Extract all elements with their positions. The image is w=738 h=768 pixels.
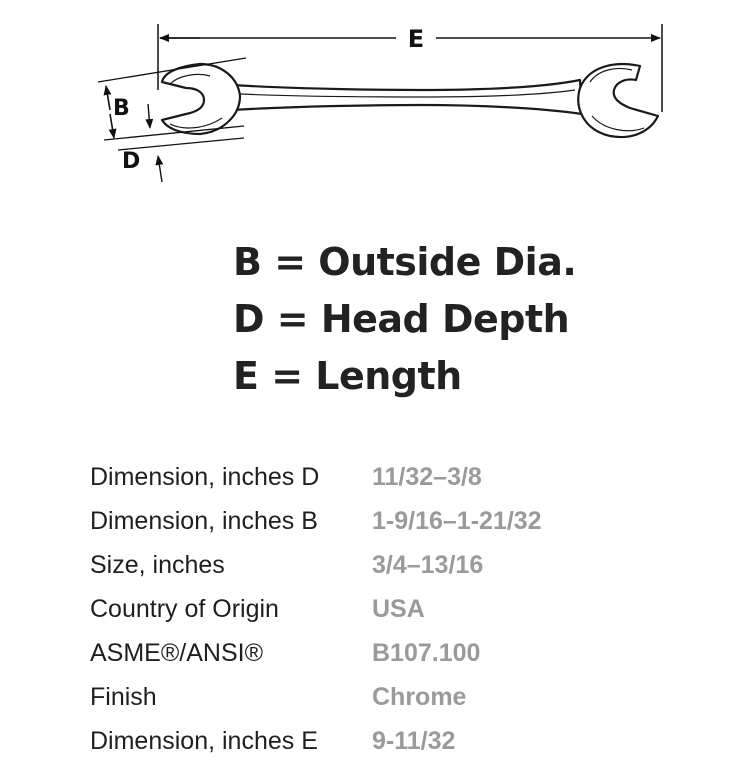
- legend-line-e: E = Length: [233, 354, 462, 398]
- spec-label: Finish: [90, 682, 157, 711]
- legend-line-b: B = Outside Dia.: [233, 240, 577, 284]
- spec-value: B107.100: [372, 638, 481, 667]
- spec-row: [90, 631, 710, 675]
- spec-value: USA: [372, 594, 425, 623]
- spec-row: [90, 675, 710, 719]
- spec-row: [90, 499, 710, 543]
- spec-row: [90, 455, 710, 499]
- spec-label: ASME®/ANSI®: [90, 638, 263, 667]
- dimension-e-label: E: [407, 25, 425, 53]
- dimension-legend: [233, 234, 713, 405]
- legend-line-d: D = Head Depth: [233, 297, 570, 341]
- dimension-d-label: D: [122, 149, 141, 174]
- spec-value: 1-9/16–1-21/32: [372, 506, 542, 535]
- dimension-b-label: B: [113, 96, 130, 121]
- spec-row: [90, 543, 710, 587]
- spec-value: 3/4–13/16: [372, 550, 484, 579]
- wrench-dimension-diagram: [0, 0, 738, 200]
- dimension-d-marker: [118, 138, 244, 182]
- spec-label: Country of Origin: [90, 594, 279, 623]
- spec-value: Chrome: [372, 682, 467, 711]
- spec-row: [90, 587, 710, 631]
- spec-value: 11/32–3/8: [372, 462, 482, 491]
- spec-table: [90, 455, 710, 763]
- wrench-icon: [162, 64, 658, 137]
- spec-label: Size, inches: [90, 550, 225, 579]
- spec-label: Dimension, inches D: [90, 462, 320, 491]
- wrench-diagram-svg: [0, 0, 738, 200]
- spec-label: Dimension, inches E: [90, 726, 318, 755]
- spec-value: 9-11/32: [372, 726, 456, 755]
- spec-label: Dimension, inches B: [90, 506, 318, 535]
- spec-row: [90, 719, 710, 763]
